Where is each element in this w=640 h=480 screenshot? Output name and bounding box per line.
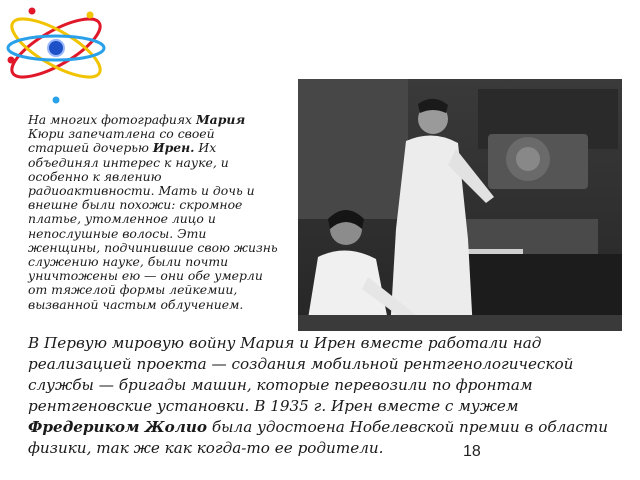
atom-logo — [0, 0, 112, 110]
main-text: была удостоена Нобелевской премии в области физики, так же как когда-то ее родители. — [28, 418, 609, 457]
caption-name-iren: Ирен. — [152, 140, 195, 156]
main-name-joliot: Фредериком Жолио — [28, 418, 208, 436]
historic-photo — [298, 79, 622, 331]
electron-4 — [53, 97, 60, 104]
electron-2 — [29, 8, 36, 15]
caption-name-maria: Мария — [195, 112, 246, 127]
page-number: 18 — [463, 443, 481, 460]
caption-text: Кюри запечатлена со своей старшей дочерью — [28, 126, 215, 156]
main-paragraph — [28, 333, 613, 459]
photo-caption — [28, 113, 278, 312]
caption-text: Их объединял интерес к науке, и особенно к явлению радиоактивности. Мать и дочь и внешне были похожи: скромное платье, утомленное лицо и непослушные волосы. Эти женщины, подчинившие свою жизнь служению науке, были почти уничтожены ею — они обе умерли от тяжелой формы лейкемии, вызванной частым облучением. — [28, 140, 278, 312]
electron-3 — [87, 12, 94, 19]
atom-nucleus — [48, 40, 64, 56]
caption-text: На многих фотографиях — [28, 112, 196, 127]
electron-1 — [8, 57, 15, 64]
main-text: В Первую мировую войну Мария и Ирен вместе работали над реализацией проекта — создания мобильной рентгенологической службы — бригады машин, которые перевозили по фронтам рентгеновские установки. В 1935 г. Ирен вместе с мужем — [28, 334, 574, 415]
